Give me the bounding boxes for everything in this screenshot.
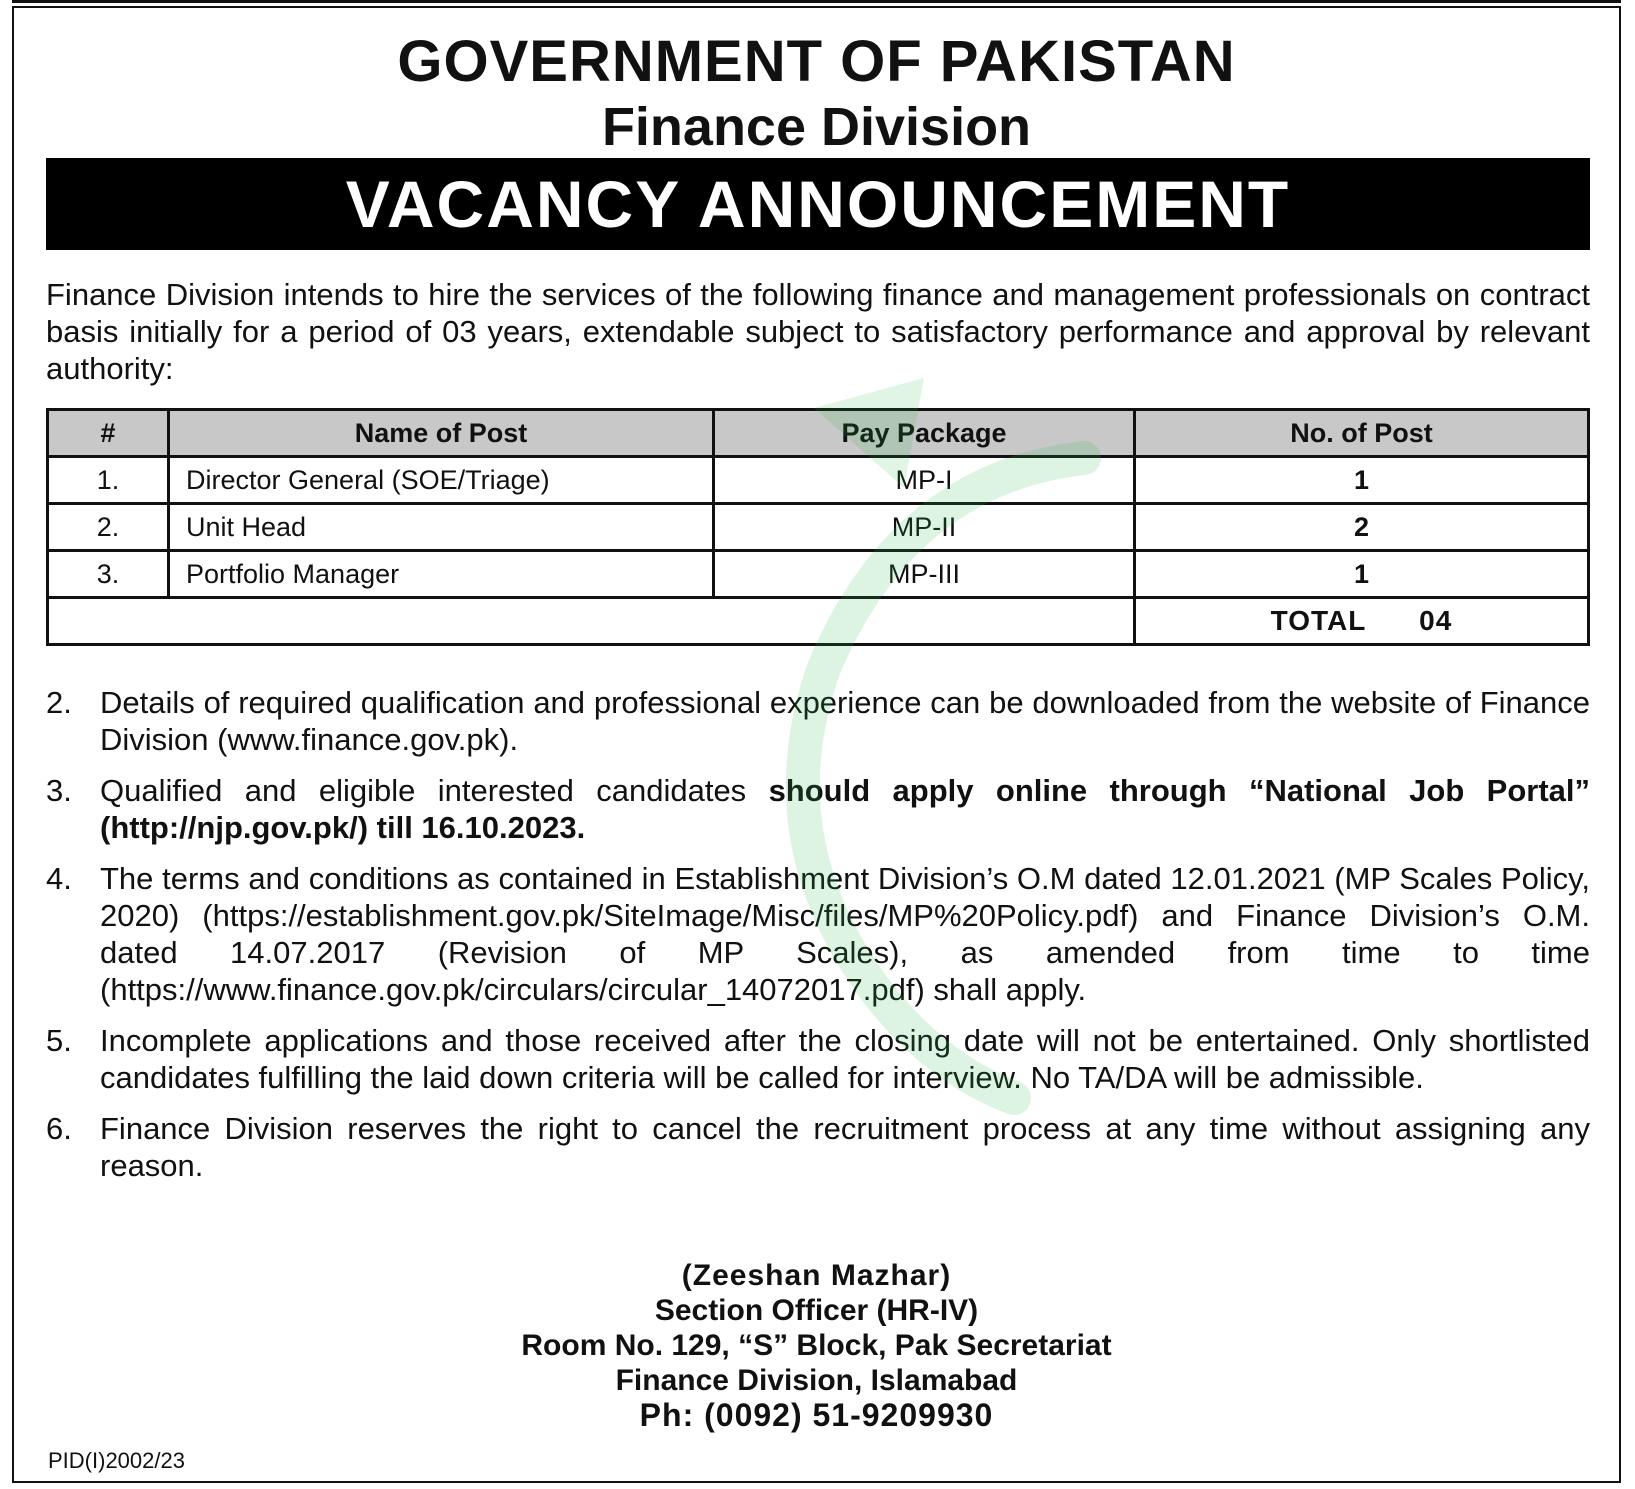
header-number: # bbox=[48, 410, 169, 457]
terms-list bbox=[46, 684, 1590, 1198]
list-item bbox=[46, 1110, 1590, 1184]
list-item bbox=[46, 684, 1590, 758]
item-number: 3. bbox=[46, 773, 72, 808]
division-heading: Finance Division bbox=[601, 97, 1032, 157]
row-number: 1. bbox=[48, 457, 169, 504]
row-pay-package: MP-III bbox=[714, 551, 1135, 598]
item-text: The terms and conditions as contained in Establishment Division’s O.M dated 12.01.2021 (MP Scales Policy, 2020) (https://establishment.gov.pk/SiteImage/Misc/files/MP%20Policy.pdf) and Finance Division’s O.M. dated 14.07.2017 (Revision of MP Scales), as amended from time to time (https://www.finance.gov.pk/circulars/circular_14072017.pdf) shall apply. bbox=[100, 861, 1590, 1007]
row-post-count: 1 bbox=[1135, 551, 1589, 598]
header-post-name: Name of Post bbox=[169, 410, 714, 457]
row-pay-package: MP-II bbox=[714, 504, 1135, 551]
item-text: Qualified and eligible interested candidates bbox=[100, 773, 769, 808]
list-item bbox=[46, 772, 1590, 846]
signatory-title: Section Officer (HR-IV) bbox=[654, 1294, 979, 1327]
table-row bbox=[48, 504, 1589, 551]
table-header-row bbox=[48, 410, 1589, 457]
item-number: 5. bbox=[46, 1023, 72, 1058]
intro-paragraph: Finance Division intends to hire the services of the following finance and management professionals on contract basis initially for a period of 03 years, extendable subject to satisfactory performance and approval by relevant authority: bbox=[46, 277, 1590, 386]
item-text-bold: should apply online through “National Job Portal” (http://njp.gov.pk/) till 16.10.2023. bbox=[100, 773, 1590, 845]
total-cell bbox=[1135, 598, 1589, 645]
item-text: Finance Division reserves the right to cancel the recruitment process at any time without assigning any reason. bbox=[100, 1111, 1590, 1183]
list-item bbox=[46, 1022, 1590, 1096]
office-city: Finance Division, Islamabad bbox=[615, 1364, 1018, 1397]
table-row bbox=[48, 551, 1589, 598]
vacancy-banner: VACANCY ANNOUNCEMENT bbox=[46, 158, 1590, 250]
row-number: 2. bbox=[48, 504, 169, 551]
item-number: 4. bbox=[46, 861, 72, 896]
advertisement-frame bbox=[12, 6, 1621, 1483]
row-pay-package: MP-I bbox=[714, 457, 1135, 504]
phone-number: Ph: (0092) 51-9209930 bbox=[639, 1397, 994, 1433]
header-post-count: No. of Post bbox=[1135, 410, 1589, 457]
total-value: 04 bbox=[1419, 605, 1453, 636]
item-number: 2. bbox=[46, 685, 72, 720]
list-item bbox=[46, 860, 1590, 1008]
row-post-count: 2 bbox=[1135, 504, 1589, 551]
table-row bbox=[48, 457, 1589, 504]
top-rule bbox=[12, 0, 1621, 3]
item-text: Details of required qualification and professional experience can be downloaded from the website of Finance Division (www.finance.gov.pk). bbox=[100, 685, 1590, 757]
pid-reference: PID(I)2002/23 bbox=[48, 1448, 185, 1473]
item-number: 6. bbox=[46, 1111, 72, 1146]
row-post-count: 1 bbox=[1135, 457, 1589, 504]
item-text: Incomplete applications and those received after the closing date will not be entertained. Only shortlisted candidates fulfilling the laid down criteria will be called for interview. No TA/DA will be admissible. bbox=[100, 1023, 1590, 1095]
header-pay-package: Pay Package bbox=[714, 410, 1135, 457]
office-address: Room No. 129, “S” Block, Pak Secretariat bbox=[521, 1329, 1112, 1362]
table-total-row bbox=[48, 598, 1589, 645]
signatory-name: (Zeeshan Mazhar) bbox=[681, 1259, 952, 1292]
row-post-name: Director General (SOE/Triage) bbox=[169, 457, 714, 504]
total-spacer bbox=[48, 598, 1135, 645]
total-label: TOTAL bbox=[1270, 605, 1367, 636]
posts-table bbox=[46, 408, 1590, 646]
government-heading: GOVERNMENT OF PAKISTAN bbox=[397, 29, 1236, 94]
signature-block bbox=[14, 1258, 1619, 1433]
row-post-name: Portfolio Manager bbox=[169, 551, 714, 598]
row-number: 3. bbox=[48, 551, 169, 598]
row-post-name: Unit Head bbox=[169, 504, 714, 551]
